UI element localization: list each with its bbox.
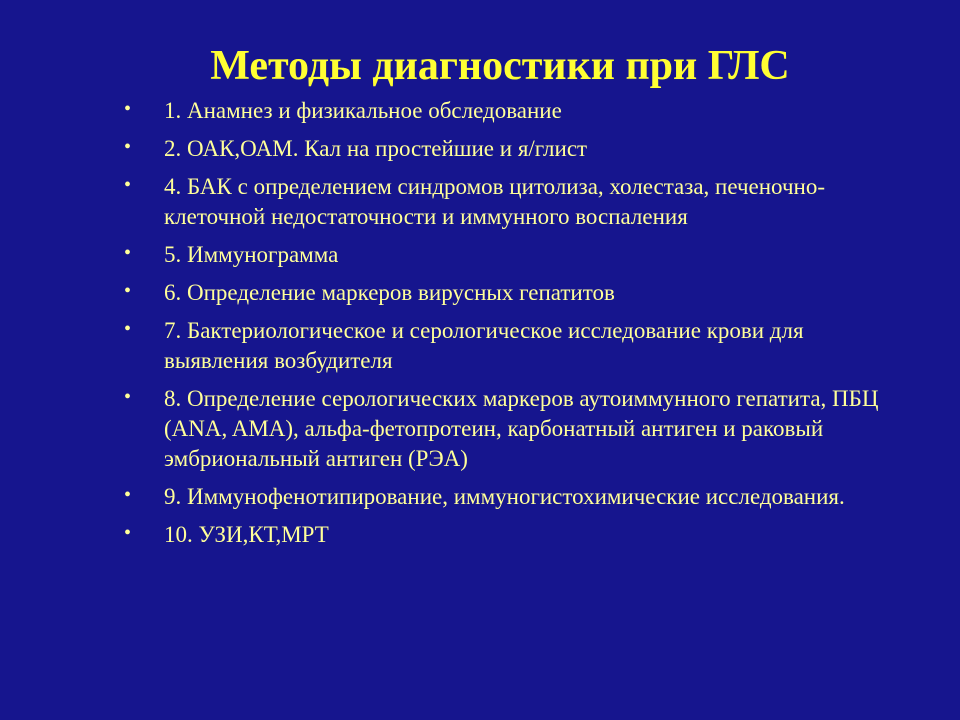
bullet-icon: •	[124, 522, 132, 544]
list-item	[124, 134, 904, 164]
list-item	[124, 482, 904, 512]
bullet-icon: •	[124, 242, 132, 264]
list-item	[124, 384, 904, 474]
bullet-list	[124, 96, 904, 550]
bullet-icon: •	[124, 174, 132, 196]
list-item-text: 10. УЗИ,КТ,МРТ	[164, 522, 329, 547]
list-item-text: 9. Иммунофенотипирование, иммуногистохимические исследования.	[164, 484, 845, 509]
list-item-text: 6. Определение маркеров вирусных гепатитов	[164, 280, 615, 305]
list-item-text: 7. Бактериологическое и серологическое исследование крови для выявления возбудителя	[164, 318, 804, 373]
list-item	[124, 520, 904, 550]
bullet-icon: •	[124, 136, 132, 158]
list-item	[124, 96, 904, 126]
list-item-text: 1. Анамнез и физикальное обследование	[164, 98, 562, 123]
list-item-text: 5. Иммунограмма	[164, 242, 339, 267]
slide-title: Методы диагностики при ГЛС	[210, 43, 790, 89]
bullet-icon: •	[124, 386, 132, 408]
list-item-text: 4. БАК с определением синдромов цитолиза, холестаза, печеночно-клеточной недостаточности и иммунного воспаления	[164, 174, 825, 229]
list-item	[124, 278, 904, 308]
list-item	[124, 316, 904, 376]
list-item-text: 8. Определение серологических маркеров аутоиммунного гепатита, ПБЦ (ANA, AMA), альфа-фетопротеин, карбонатный антиген и раковый эмбриональный антиген (РЭА)	[164, 386, 879, 471]
bullet-icon: •	[124, 98, 132, 120]
bullet-icon: •	[124, 318, 132, 340]
bullet-icon: •	[124, 280, 132, 302]
list-item	[124, 172, 904, 232]
list-item	[124, 240, 904, 270]
list-item-text: 2. ОАК,ОАМ. Кал на простейшие и я/глист	[164, 136, 588, 161]
bullet-icon: •	[124, 484, 132, 506]
